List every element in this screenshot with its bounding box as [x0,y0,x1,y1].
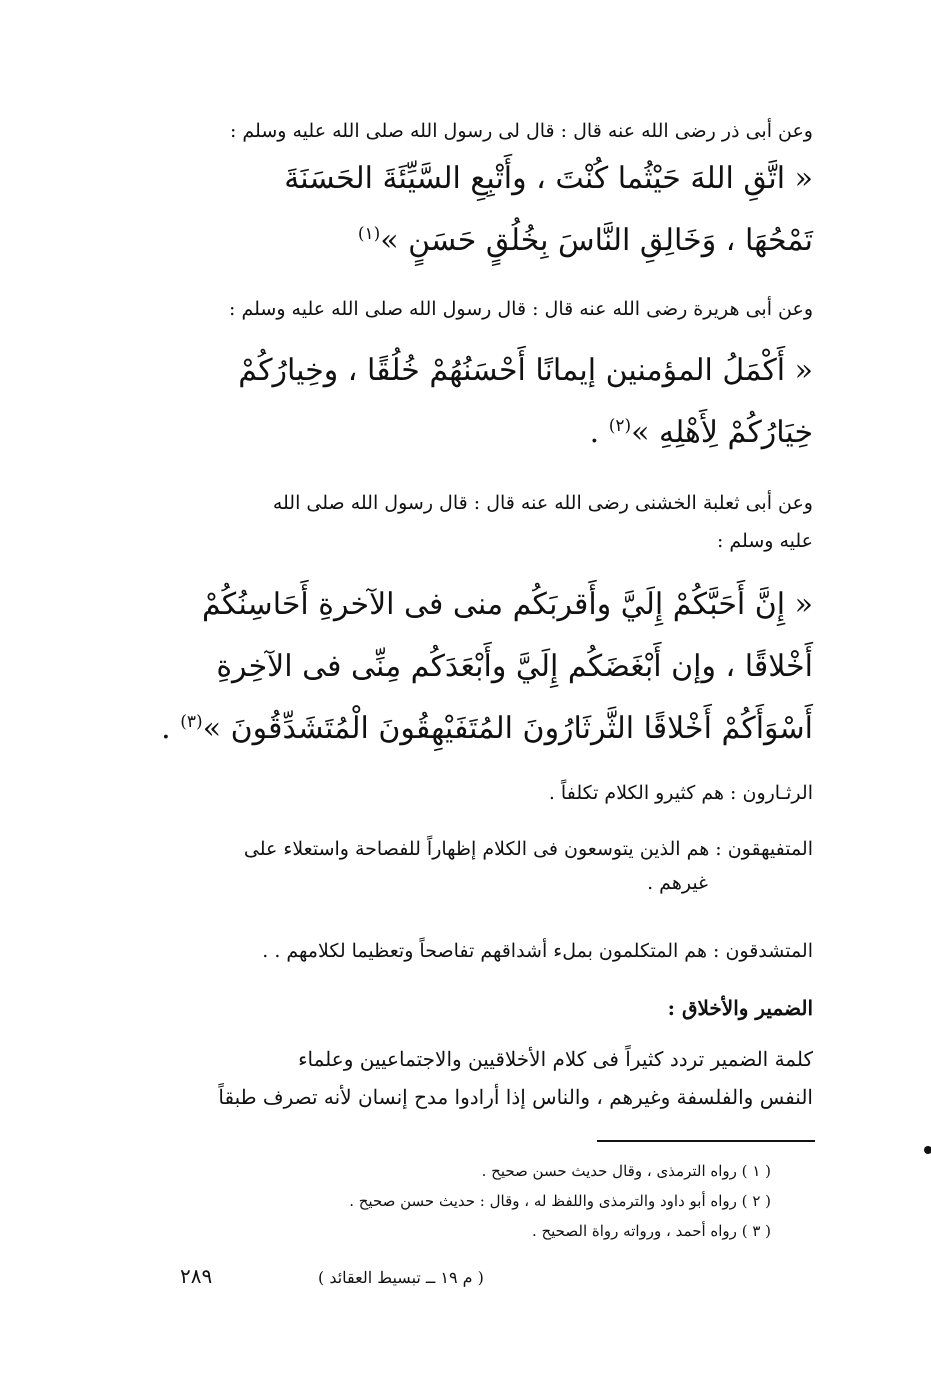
footnote-ref-3: (٣) [180,712,203,732]
footer-signature: ( م ١٩ ــ تبسيط العقائد ) [318,1268,484,1287]
hadith-1-intro [173,116,813,146]
footnotes [211,1156,771,1246]
definition-text: المتشدقون : هم المتكلمون بملء أشداقهم تفاصحاً وتعظيما لكلامهم . . [262,940,813,962]
footnote-ref-1: (١) [357,224,381,244]
sentence-end: . [161,711,171,746]
intro-line: عليه وسلم : [716,530,813,552]
footnote-1: ( ١ ) رواه الترمذى ، وقال حديث حسن صحيح . [481,1162,771,1180]
hadith-line-text: خِيَارُكُمْ لِأَهْلِهِ » [631,415,813,450]
intro-text: وعن أبى ذر رضى الله عنه قال : قال لى رسول الله صلى الله عليه وسلم : [229,120,813,142]
definition-line: المتفيهقون : هم الذين يتوسعون فى الكلام إظهاراً للفصاحة واستعلاء على [243,838,813,860]
hadith-line: أَخْلاقًا ، وإن أَبْغَضَكُم إِلَيَّ وأَبْعَدَكُم مِنِّى فى الآخِرةِ [216,649,813,684]
section-body [113,1040,813,1116]
page-number: ٢٨٩ [180,1264,213,1288]
hadith-line: « اتَّقِ اللهَ حَيْثُما كُنْتَ ، وأَتْبِعِ السَّيِّئَةَ الحَسَنَةَ [284,161,813,196]
hadith-1-text [113,148,813,272]
hadith-line [93,698,813,760]
definition-mutafayhiqun [113,832,813,900]
hadith-line-text: تَمْحُهَا ، وَخَالِقِ النَّاسَ بِخُلُقٍ حَسَنٍ » [380,223,813,258]
hadith-3-text [93,574,813,760]
hadith-line: « أَكْمَلُ المؤمنين إيمانًا أَحْسَنُهُمْ خُلُقًا ، وخِيارُكُمْ [238,353,813,388]
hadith-line-text: أَسْوَأَكُمْ أَخْلاقًا الثَّرثَارُونَ المُتَفَيْهِقُونَ الْمُتَشَدِّقُونَ » [202,711,813,746]
definition-line: غيرهم . [647,872,708,894]
body-line: النفس والفلسفة وغيرهم ، والناس إذا أرادوا مدح إنسان لأنه تصرف طبقاً [218,1085,813,1109]
hadith-line [113,210,813,272]
intro-line: وعن أبى ثعلبة الخشنى رضى الله عنه قال : قال رسول الله صلى الله [272,492,813,514]
sentence-end: . [589,415,600,450]
definition-text: الرثـارون : هم كثيرو الكلام تكلفاً . [548,782,813,804]
hadith-line: « إِنَّ أَحَبَّكُمْ إِلَيَّ وأَقربَكُم منى فى الآخرةِ أَحَاسِنُكُمْ [201,587,813,622]
footnote-3: ( ٣ ) رواه أحمد ، ورواته رواة الصحيح . [531,1222,771,1240]
hadith-2-intro [93,294,813,324]
definition-tharthaarun [113,776,813,810]
footnote-2: ( ٢ ) رواه أبو داود والترمذى واللفظ له ، وقال : حديث حسن صحيح . [349,1192,771,1210]
intro-text: وعن أبى هريرة رضى الله عنه قال : قال رسول الله صلى الله عليه وسلم : [229,298,813,320]
hadith-3-intro [113,488,813,556]
heading-text: الضمير والأخلاق : [667,996,813,1020]
page-mark [924,1146,931,1154]
hadith-line [113,402,813,464]
hadith-2-text [113,340,813,464]
footnote-ref-2: (٢) [608,416,632,436]
body-line: كلمة الضمير تردد كثيراً فى كلام الأخلاقيين والاجتماعيين وعلماء [298,1047,813,1071]
footnote-separator [597,1140,815,1142]
definition-mutashaddiqun [113,934,813,968]
section-heading [413,996,813,1020]
